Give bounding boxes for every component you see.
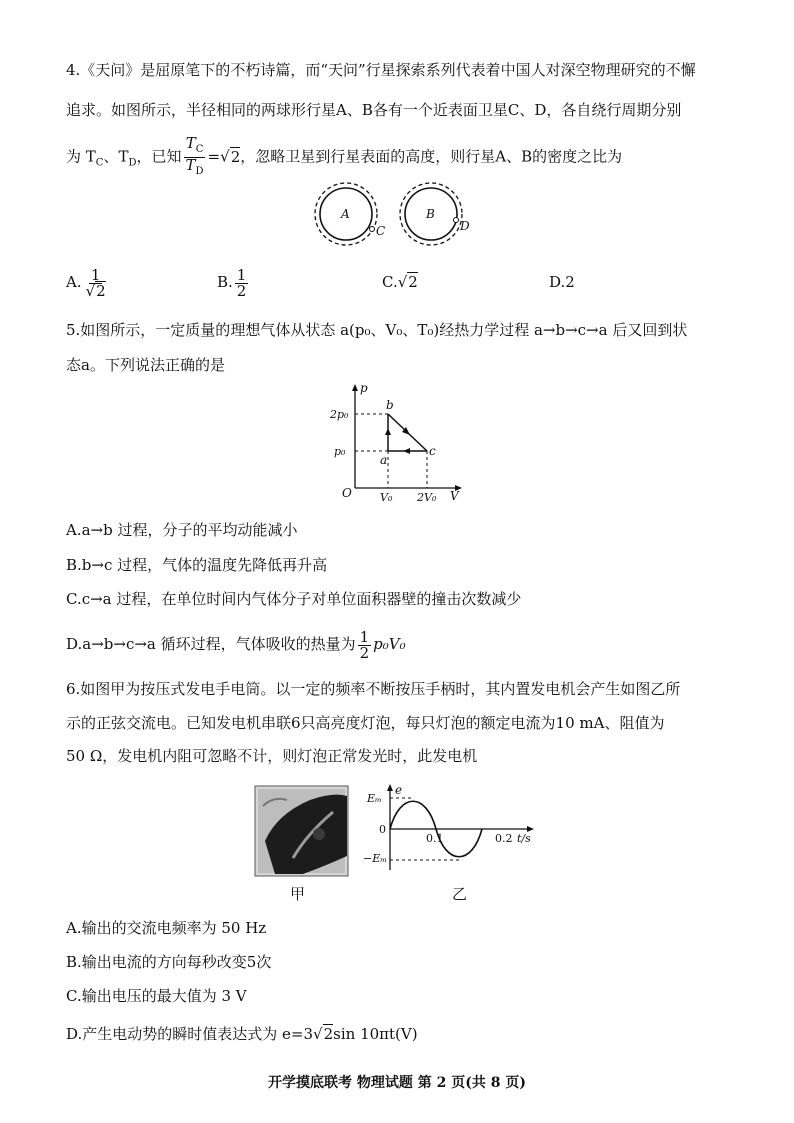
planets-diagram [300, 180, 490, 250]
label-jia: 甲 [290, 885, 306, 903]
svg-text:e: e [395, 783, 403, 797]
q5-option-d: D.a→b→c→a 循环过程，气体吸收的热量为 $\frac{1}{2}$ p₀V₀ [66, 627, 406, 662]
q5-line-2: 态a。下列说法正确的是 [66, 356, 225, 374]
q6-option-a: A.输出的交流电频率为 50 Hz [66, 919, 267, 937]
satellite-d [454, 218, 459, 223]
q4-option-a: A. $\frac{1}{√2}$ [66, 265, 106, 300]
q6-option-c: C.输出电压的最大值为 3 V [66, 987, 247, 1005]
svg-text:p₀: p₀ [334, 445, 346, 458]
sine-graph [365, 782, 545, 877]
planet-b-label: B [426, 207, 435, 221]
svg-text:0.2: 0.2 [495, 832, 513, 845]
q4-option-d: D.2 [549, 273, 575, 291]
q5-option-b: B.b→c 过程，气体的温度先降低再升高 [66, 556, 328, 574]
svg-text:O: O [342, 486, 352, 500]
q5-option-c: C.c→a 过程，在单位时间内气体分子对单位面积器壁的撞击次数减少 [66, 590, 522, 608]
pv-diagram [330, 380, 470, 505]
satellite-c-label: C [376, 224, 386, 238]
q6-option-d: D.产生电动势的瞬时值表达式为 e=3√2sin 10πt(V) [66, 1025, 418, 1043]
q4-line-3: 为 $T_C$、$T_D$，已知 $\frac{T_C}{T_D}$ =√2，忽略卫星到行星表面的高度，则行星A、B的密度之比为 [66, 134, 623, 177]
page-footer: 开学摸底联考 物理试题 第 2 页(共 8 页) [268, 1075, 526, 1091]
svg-text:p: p [360, 381, 368, 395]
period-ratio-fraction: $\frac{T_C}{T_D}$ [185, 134, 204, 177]
svg-text:0: 0 [379, 823, 386, 836]
q6-line-3: 50 Ω，发电机内阻可忽略不计，则灯泡正常发光时，此发电机 [66, 747, 478, 765]
svg-text:2p₀: 2p₀ [330, 408, 349, 421]
q4-line-1: 4.《天问》是屈原笔下的不朽诗篇，而“天问”行星探索系列代表着中国人对深空物理研究的不懈 [66, 61, 696, 79]
q4-option-b: B. $\frac{1}{2}$ [217, 265, 247, 300]
satellite-c [370, 227, 375, 232]
q6-line-2: 示的正弦交流电。已知发电机串联6只高亮度灯泡，每只灯泡的额定电流为10 mA、阻值为 [66, 714, 665, 732]
q4-option-c: C.√2 [382, 273, 418, 291]
svg-text:c: c [429, 444, 436, 458]
svg-text:−Eₘ: −Eₘ [363, 852, 387, 865]
q4-line-2: 追求。如图所示，半径相同的两球形行星A、B各有一个近表面卫星C、D，各自绕行周期分别 [66, 101, 682, 119]
q5-line-1: 5.如图所示，一定质量的理想气体从状态 a(p₀、V₀、T₀)经热力学过程 a→b→c→a 后又回到状 [66, 321, 688, 339]
q6-line-1: 6.如图甲为按压式发电手电筒。以一定的频率不断按压手柄时，其内置发电机会产生如图乙所 [66, 680, 681, 698]
planet-a-label: A [341, 207, 350, 221]
svg-text:V: V [450, 489, 459, 503]
svg-text:a: a [380, 453, 388, 467]
satellite-d-label: D [460, 219, 470, 233]
svg-text:V₀: V₀ [380, 491, 393, 504]
q6-option-b: B.输出电流的方向每秒改变5次 [66, 953, 272, 971]
svg-text:b: b [386, 398, 394, 412]
flashlight-photo [255, 786, 348, 876]
svg-text:t/s: t/s [517, 832, 531, 845]
q5-option-a: A.a→b 过程，分子的平均动能减小 [66, 521, 298, 539]
label-yi: 乙 [452, 885, 468, 903]
svg-text:2V₀: 2V₀ [417, 491, 437, 504]
svg-text:Eₘ: Eₘ [367, 792, 382, 805]
svg-text:0.1: 0.1 [426, 832, 444, 845]
